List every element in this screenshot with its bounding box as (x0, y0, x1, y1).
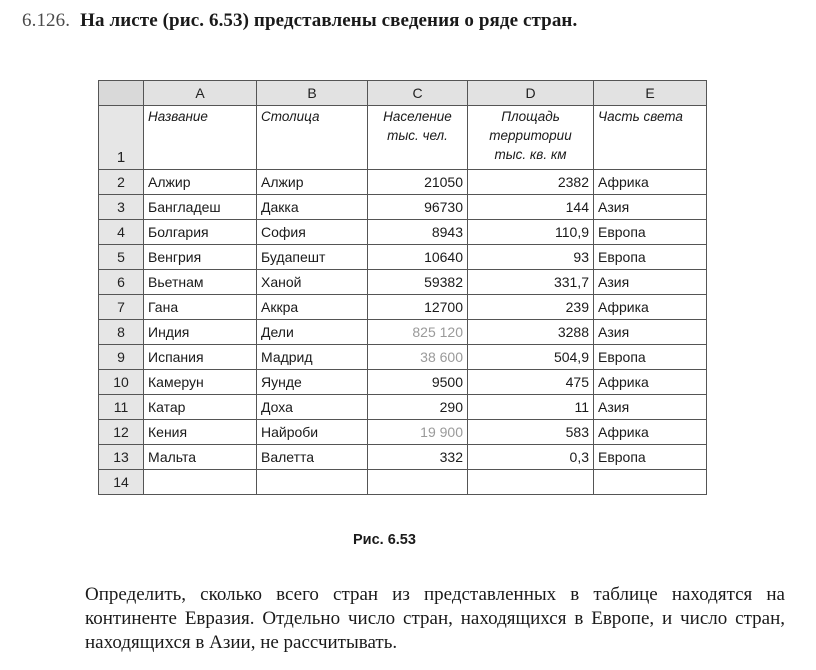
cell-capital[interactable]: Доха (257, 395, 368, 420)
cell-region[interactable]: Азия (594, 195, 707, 220)
cell-population[interactable]: 10640 (368, 245, 468, 270)
cell-capital[interactable]: Яунде (257, 370, 368, 395)
cell-region[interactable]: Европа (594, 445, 707, 470)
cell-region[interactable]: Африка (594, 170, 707, 195)
cell-capital[interactable]: Аккра (257, 295, 368, 320)
cell-population[interactable]: 8943 (368, 220, 468, 245)
row-number[interactable]: 13 (99, 445, 144, 470)
cell-capital[interactable]: Будапешт (257, 245, 368, 270)
column-header-d[interactable]: D (468, 81, 594, 106)
header-area-label: Площадь (501, 109, 560, 124)
cell-country-name[interactable]: Испания (144, 345, 257, 370)
cell-empty[interactable] (368, 470, 468, 495)
row-number[interactable]: 9 (99, 345, 144, 370)
table-row (99, 245, 707, 270)
header-name-label: Название (148, 109, 208, 124)
cell-region[interactable]: Африка (594, 370, 707, 395)
cell-region[interactable]: Азия (594, 395, 707, 420)
cell-population[interactable]: 38 600 (368, 345, 468, 370)
cell-region[interactable]: Африка (594, 295, 707, 320)
header-cell-population[interactable] (368, 106, 468, 170)
header-cell-region[interactable] (594, 106, 707, 170)
cell-area[interactable]: 3288 (468, 320, 594, 345)
row-number[interactable]: 5 (99, 245, 144, 270)
cell-country-name[interactable]: Камерун (144, 370, 257, 395)
cell-area[interactable]: 331,7 (468, 270, 594, 295)
table-row (99, 170, 707, 195)
cell-country-name[interactable]: Катар (144, 395, 257, 420)
cell-region[interactable]: Европа (594, 345, 707, 370)
header-cell-capital[interactable] (257, 106, 368, 170)
cell-capital[interactable]: Мадрид (257, 345, 368, 370)
column-header-row (99, 81, 707, 106)
header-cell-name[interactable] (144, 106, 257, 170)
cell-empty[interactable] (468, 470, 594, 495)
table-row (99, 195, 707, 220)
cell-area[interactable]: 93 (468, 245, 594, 270)
cell-population[interactable]: 21050 (368, 170, 468, 195)
problem-header (22, 10, 577, 32)
cell-population[interactable]: 9500 (368, 370, 468, 395)
cell-country-name[interactable]: Бангладеш (144, 195, 257, 220)
cell-region[interactable]: Европа (594, 245, 707, 270)
row-number[interactable]: 14 (99, 470, 144, 495)
cell-region[interactable]: Африка (594, 420, 707, 445)
cell-area[interactable]: 475 (468, 370, 594, 395)
table-row (99, 370, 707, 395)
table-row (99, 445, 707, 470)
spreadsheet (98, 80, 707, 495)
cell-region[interactable]: Европа (594, 220, 707, 245)
column-header-c[interactable]: C (368, 81, 468, 106)
table-row-empty (99, 470, 707, 495)
table-row (99, 320, 707, 345)
row-number[interactable]: 4 (99, 220, 144, 245)
cell-area[interactable]: 144 (468, 195, 594, 220)
row-number[interactable]: 10 (99, 370, 144, 395)
problem-title: На листе (рис. 6.53) представлены сведения о ряде стран. (80, 10, 578, 31)
column-header-e[interactable]: E (594, 81, 707, 106)
cell-population[interactable]: 290 (368, 395, 468, 420)
cell-country-name[interactable]: Болгария (144, 220, 257, 245)
header-capital-label: Столица (261, 109, 320, 124)
cell-capital[interactable]: Валетта (257, 445, 368, 470)
cell-empty[interactable] (257, 470, 368, 495)
cell-population[interactable]: 59382 (368, 270, 468, 295)
table-header-row (99, 106, 707, 170)
cell-country-name[interactable]: Мальта (144, 445, 257, 470)
cell-area[interactable]: 11 (468, 395, 594, 420)
header-population-label: Население (383, 109, 452, 124)
table-row (99, 345, 707, 370)
row-number[interactable]: 6 (99, 270, 144, 295)
task-text: Определить, сколько всего стран из представленных в таблице находятся на континенте Евразия. Отдельно число стран, находящихся в Европе, и число стран, находящихся в Азии, не рассчитывать. (85, 584, 785, 653)
table-row (99, 220, 707, 245)
cell-capital[interactable]: Дели (257, 320, 368, 345)
header-area-unit: тыс. кв. км (494, 147, 567, 162)
row-number[interactable]: 2 (99, 170, 144, 195)
cell-country-name[interactable]: Индия (144, 320, 257, 345)
table-row (99, 295, 707, 320)
header-population-unit: тыс. чел. (387, 128, 448, 143)
row-number[interactable]: 11 (99, 395, 144, 420)
column-header-b[interactable]: B (257, 81, 368, 106)
cell-empty[interactable] (144, 470, 257, 495)
problem-number: 6.126. (22, 10, 71, 31)
cell-country-name[interactable]: Алжир (144, 170, 257, 195)
row-number[interactable]: 12 (99, 420, 144, 445)
cell-capital[interactable]: Найроби (257, 420, 368, 445)
cell-population[interactable]: 825 120 (368, 320, 468, 345)
header-region-label: Часть света (598, 109, 683, 124)
cell-area[interactable]: 110,9 (468, 220, 594, 245)
row-number[interactable]: 3 (99, 195, 144, 220)
cell-capital[interactable]: Ханой (257, 270, 368, 295)
cell-country-name[interactable]: Гана (144, 295, 257, 320)
column-header-a[interactable]: A (144, 81, 257, 106)
cell-area[interactable]: 0,3 (468, 445, 594, 470)
select-all-corner[interactable] (99, 81, 144, 106)
table-row (99, 270, 707, 295)
cell-region[interactable]: Азия (594, 270, 707, 295)
cell-population[interactable]: 96730 (368, 195, 468, 220)
cell-country-name[interactable]: Вьетнам (144, 270, 257, 295)
cell-empty[interactable] (594, 470, 707, 495)
table-row (99, 420, 707, 445)
cell-population[interactable]: 12700 (368, 295, 468, 320)
header-cell-area[interactable] (468, 106, 594, 170)
figure-caption: Рис. 6.53 (353, 532, 416, 548)
cell-capital[interactable]: Дакка (257, 195, 368, 220)
cell-capital[interactable]: София (257, 220, 368, 245)
cell-region[interactable]: Азия (594, 320, 707, 345)
row-number[interactable]: 7 (99, 295, 144, 320)
cell-area[interactable]: 239 (468, 295, 594, 320)
cell-area[interactable]: 504,9 (468, 345, 594, 370)
cell-area[interactable]: 583 (468, 420, 594, 445)
cell-area[interactable]: 2382 (468, 170, 594, 195)
cell-population[interactable]: 332 (368, 445, 468, 470)
cell-country-name[interactable]: Кения (144, 420, 257, 445)
cell-population[interactable]: 19 900 (368, 420, 468, 445)
table-row (99, 395, 707, 420)
cell-country-name[interactable]: Венгрия (144, 245, 257, 270)
spreadsheet-figure (98, 80, 707, 495)
row-number[interactable]: 8 (99, 320, 144, 345)
header-area-label-2: территории (489, 128, 572, 143)
row-number[interactable]: 1 (99, 106, 144, 170)
cell-capital[interactable]: Алжир (257, 170, 368, 195)
